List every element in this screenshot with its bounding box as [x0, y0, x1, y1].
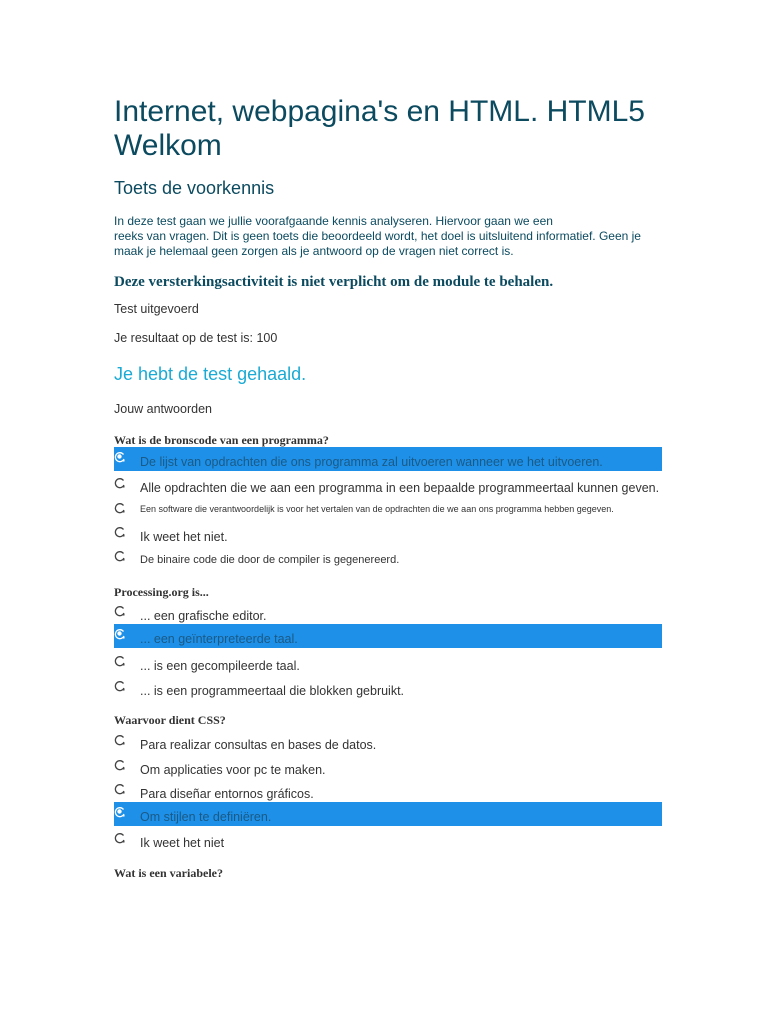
answer-label: Ik weet het niet.	[140, 530, 228, 544]
radio-checked-icon[interactable]	[114, 805, 125, 816]
answer-option[interactable]	[114, 755, 662, 779]
answer-option[interactable]	[114, 601, 662, 625]
section-subtitle: Toets de voorkennis	[114, 178, 275, 198]
answer-label: ... een geïnterpreteerde taal.	[140, 632, 298, 646]
answer-label: Alle opdrachten die we aan een programma in een bepaalde programmeertaal kunnen geven.	[140, 481, 660, 495]
radio-unchecked-icon[interactable]	[114, 525, 125, 536]
answer-label: Ik weet het niet	[140, 836, 225, 850]
radio-unchecked-icon[interactable]	[114, 604, 125, 615]
radio-unchecked-icon[interactable]	[114, 782, 125, 793]
question-2: Processing.org is...	[114, 585, 209, 599]
radio-unchecked-icon[interactable]	[114, 501, 125, 512]
answer-label: ... een grafische editor.	[140, 609, 267, 623]
radio-checked-icon[interactable]	[114, 450, 125, 461]
page-title-line2: Welkom	[114, 129, 222, 162]
answer-option[interactable]	[114, 546, 662, 570]
radio-unchecked-icon[interactable]	[114, 758, 125, 769]
intro-line-2: reeks van vragen. Dit is geen toets die beoordeeld wordt, het doel is uitsluitend informatief. Geen je	[114, 229, 641, 243]
radio-unchecked-icon[interactable]	[114, 654, 125, 665]
answer-label: ... is een gecompileerde taal.	[140, 659, 300, 673]
intro-line-1: In deze test gaan we jullie voorafgaande kennis analyseren. Hiervoor gaan we een	[114, 214, 553, 228]
answer-label: Om stijlen te definiëren.	[140, 810, 272, 824]
answer-option[interactable]	[114, 651, 662, 675]
test-status: Test uitgevoerd	[114, 302, 199, 316]
answer-label: Om applicaties voor pc te maken.	[140, 763, 326, 777]
question-3: Waarvoor dient CSS?	[114, 713, 226, 727]
answers-heading: Jouw antwoorden	[114, 402, 212, 416]
page-title-line1: Internet, webpagina's en HTML. HTML5	[114, 95, 645, 128]
answer-label: Para diseñar entornos gráficos.	[140, 787, 314, 801]
answer-option[interactable]	[114, 828, 662, 852]
radio-unchecked-icon[interactable]	[114, 679, 125, 690]
answer-option[interactable]	[114, 730, 662, 754]
answer-option[interactable]	[114, 779, 662, 803]
answer-option[interactable]	[114, 473, 662, 497]
intro-text	[114, 214, 659, 259]
answer-label: De lijst van opdrachten die ons programma zal uitvoeren wanneer we het uitvoeren.	[140, 455, 603, 469]
radio-unchecked-icon[interactable]	[114, 476, 125, 487]
answer-option[interactable]	[114, 498, 662, 522]
answer-option[interactable]	[114, 676, 662, 700]
test-score: Je resultaat op de test is: 100	[114, 331, 278, 345]
answer-option[interactable]	[114, 447, 662, 471]
answer-label: Para realizar consultas en bases de datos.	[140, 738, 377, 752]
radio-checked-icon[interactable]	[114, 627, 125, 638]
radio-unchecked-icon[interactable]	[114, 549, 125, 560]
optional-notice: Deze versterkingsactiviteit is niet verplicht om de module te behalen.	[114, 274, 554, 290]
passed-message: Je hebt de test gehaald.	[114, 364, 307, 384]
question-4: Wat is een variabele?	[114, 866, 223, 880]
radio-unchecked-icon[interactable]	[114, 733, 125, 744]
answer-label: De binaire code die door de compiler is gegenereerd.	[140, 554, 400, 566]
answer-label: ... is een programmeertaal die blokken gebruikt.	[140, 684, 405, 698]
answer-label: Een software die verantwoordelijk is voor het vertalen van de opdrachten die we aan ons programma hebben gegeven.	[140, 504, 614, 514]
page-title	[114, 95, 645, 163]
intro-line-3: maak je helemaal geen zorgen als je antwoord op de vragen niet correct is.	[114, 244, 514, 258]
answer-option[interactable]	[114, 522, 662, 546]
question-1: Wat is de bronscode van een programma?	[114, 433, 329, 447]
radio-unchecked-icon[interactable]	[114, 831, 125, 842]
answer-option[interactable]	[114, 624, 662, 648]
answer-option[interactable]	[114, 802, 662, 826]
